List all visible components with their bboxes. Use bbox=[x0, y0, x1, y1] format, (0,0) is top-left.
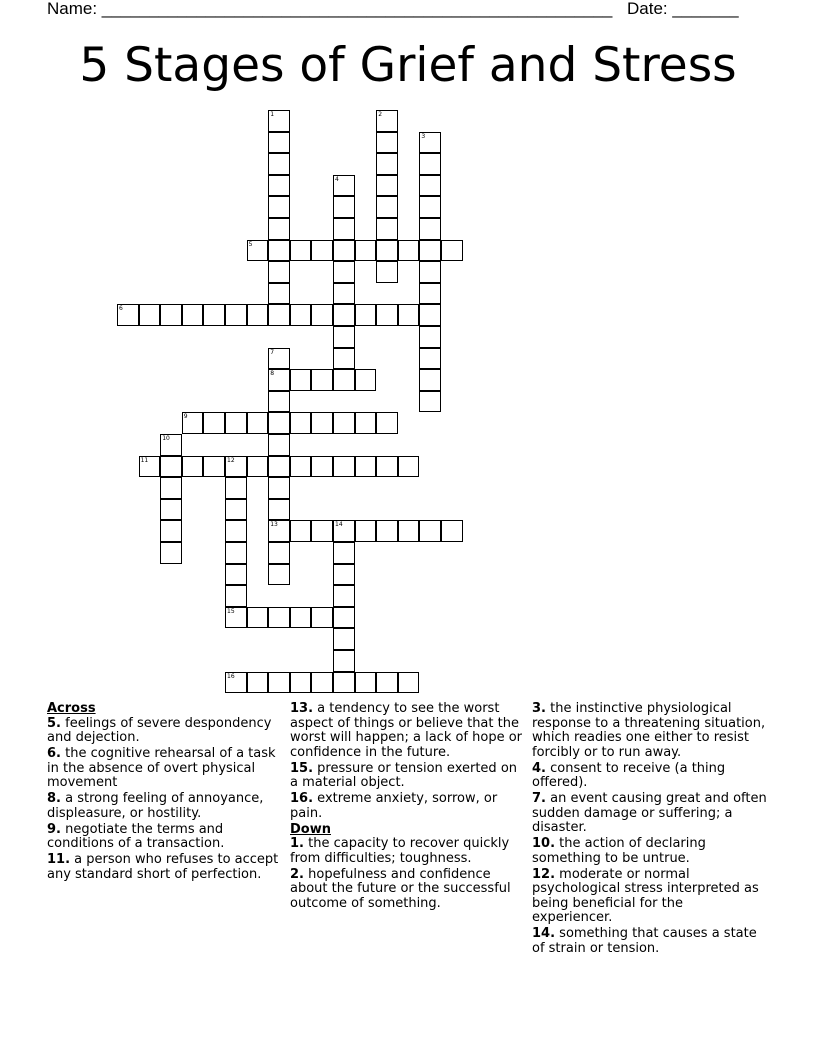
grid-cell[interactable] bbox=[333, 650, 355, 672]
page-title: 5 Stages of Grief and Stress bbox=[79, 38, 737, 93]
grid-cell[interactable] bbox=[268, 542, 290, 564]
clue-number: 6 bbox=[119, 305, 123, 313]
grid-cell[interactable] bbox=[333, 412, 355, 434]
clue-across-9: 9. negotiate the terms and conditions of a transaction. bbox=[47, 821, 225, 851]
grid-cell[interactable] bbox=[333, 175, 355, 197]
grid-cell[interactable] bbox=[311, 607, 333, 629]
grid-cell[interactable] bbox=[203, 412, 225, 434]
clue-number: 13 bbox=[270, 521, 278, 529]
grid-cell[interactable] bbox=[225, 499, 247, 521]
grid-cell[interactable] bbox=[225, 672, 247, 694]
grid-cell[interactable] bbox=[290, 672, 312, 694]
grid-cell[interactable] bbox=[225, 542, 247, 564]
grid-cell[interactable] bbox=[398, 456, 420, 478]
clue-across-6: 6. the cognitive rehearsal of a task in the absence of overt physical movement bbox=[47, 746, 276, 790]
grid-cell[interactable] bbox=[333, 520, 355, 542]
grid-cell[interactable] bbox=[311, 369, 333, 391]
grid-cell[interactable] bbox=[333, 326, 355, 348]
grid-cell[interactable] bbox=[203, 304, 225, 326]
grid-cell[interactable] bbox=[355, 456, 377, 478]
grid-cell[interactable] bbox=[225, 585, 247, 607]
grid-cell[interactable] bbox=[355, 412, 377, 434]
grid-cell[interactable] bbox=[398, 672, 420, 694]
clue-number: 11 bbox=[140, 456, 149, 464]
grid-cell[interactable] bbox=[290, 240, 312, 262]
grid-cell[interactable] bbox=[398, 240, 420, 262]
grid-cell[interactable] bbox=[182, 412, 204, 434]
grid-cell[interactable] bbox=[268, 240, 290, 262]
clue-number: 14 bbox=[335, 521, 343, 529]
grid-cell[interactable] bbox=[333, 564, 355, 586]
grid-cell[interactable] bbox=[290, 369, 312, 391]
clue-number: 9 bbox=[183, 413, 188, 421]
grid-cell[interactable] bbox=[441, 240, 463, 262]
clue-number: 15 bbox=[227, 607, 235, 615]
grid-cell[interactable] bbox=[182, 456, 204, 478]
grid-cell[interactable] bbox=[268, 196, 290, 218]
grid-cell[interactable] bbox=[333, 218, 355, 240]
grid-cell[interactable] bbox=[290, 607, 312, 629]
grid-cell[interactable] bbox=[247, 672, 269, 694]
grid-cell[interactable] bbox=[160, 456, 182, 478]
clue-number: 7 bbox=[270, 348, 275, 356]
grid-cell[interactable] bbox=[376, 261, 398, 283]
grid-cell[interactable] bbox=[419, 520, 441, 542]
grid-cell[interactable] bbox=[268, 283, 290, 305]
grid-cell[interactable] bbox=[419, 348, 441, 370]
grid-cell[interactable] bbox=[268, 348, 290, 370]
grid-cell[interactable] bbox=[376, 304, 398, 326]
grid-cell[interactable] bbox=[333, 672, 355, 694]
grid-cell[interactable] bbox=[419, 304, 441, 326]
grid-cell[interactable] bbox=[311, 304, 333, 326]
grid-cell[interactable] bbox=[333, 607, 355, 629]
clue-down-4: 4. consent to receive (a thing offered). bbox=[532, 760, 726, 790]
grid-cell[interactable] bbox=[419, 153, 441, 175]
grid-cell[interactable] bbox=[268, 564, 290, 586]
grid-cell[interactable] bbox=[419, 240, 441, 262]
grid-cell[interactable] bbox=[182, 304, 204, 326]
grid-cell[interactable] bbox=[117, 304, 139, 326]
grid-cell[interactable] bbox=[160, 499, 182, 521]
grid-cell[interactable] bbox=[333, 261, 355, 283]
grid-cell[interactable] bbox=[203, 456, 225, 478]
grid-cell[interactable] bbox=[268, 607, 290, 629]
clue-across-16: 16. extreme anxiety, sorrow, or pain. bbox=[290, 791, 498, 821]
grid-cell[interactable] bbox=[225, 456, 247, 478]
grid-cell[interactable] bbox=[160, 542, 182, 564]
grid-cell[interactable] bbox=[333, 283, 355, 305]
grid-cell[interactable] bbox=[419, 283, 441, 305]
grid-cell[interactable] bbox=[419, 369, 441, 391]
clue-down-10: 10. the action of declaring something to be untrue. bbox=[532, 836, 706, 866]
clue-number: 1 bbox=[270, 111, 275, 118]
grid-cell[interactable] bbox=[268, 477, 290, 499]
grid-cell[interactable] bbox=[376, 196, 398, 218]
grid-cell[interactable] bbox=[376, 240, 398, 262]
grid-cell[interactable] bbox=[333, 369, 355, 391]
grid-cell[interactable] bbox=[268, 391, 290, 413]
clue-down-1: 1. the capacity to recover quickly from difficulties; toughness. bbox=[290, 836, 510, 866]
grid-cell[interactable] bbox=[160, 477, 182, 499]
clue-number: 5 bbox=[248, 240, 253, 248]
across-heading: Across bbox=[47, 701, 96, 716]
grid-cell[interactable] bbox=[268, 369, 290, 391]
grid-cell[interactable] bbox=[333, 542, 355, 564]
grid-cell[interactable] bbox=[247, 412, 269, 434]
clues-column-2 bbox=[290, 702, 525, 913]
clue-across-13: 13. a tendency to see the worst aspect of things or believe that the worst will happen; a lack of hope or confidence in the future. bbox=[290, 701, 523, 760]
grid-cell[interactable] bbox=[333, 585, 355, 607]
grid-cell[interactable] bbox=[419, 326, 441, 348]
clue-across-8: 8. a strong feeling of annoyance, displeasure, or hostility. bbox=[47, 791, 264, 821]
grid-cell[interactable] bbox=[311, 520, 333, 542]
grid-cell[interactable] bbox=[139, 456, 161, 478]
clues-column-3 bbox=[532, 702, 767, 958]
date-field[interactable]: Date: _______ bbox=[627, 0, 739, 18]
clue-down-7: 7. an event causing great and often sudden damage or suffering; a disaster. bbox=[532, 791, 767, 835]
grid-cell[interactable] bbox=[268, 110, 290, 132]
grid-cell[interactable] bbox=[355, 369, 377, 391]
clue-number: 2 bbox=[378, 111, 383, 118]
grid-cell[interactable] bbox=[225, 520, 247, 542]
name-field[interactable]: Name: ______________________________________________________ bbox=[47, 0, 613, 18]
grid-cell[interactable] bbox=[311, 412, 333, 434]
clue-across-5: 5. feelings of severe despondency and dejection. bbox=[47, 715, 272, 745]
grid-cell[interactable] bbox=[268, 412, 290, 434]
clue-number: 3 bbox=[421, 132, 426, 140]
grid-cell[interactable] bbox=[268, 499, 290, 521]
grid-cell[interactable] bbox=[225, 477, 247, 499]
grid-cell[interactable] bbox=[290, 456, 312, 478]
grid-cell[interactable] bbox=[311, 240, 333, 262]
grid-cell[interactable] bbox=[419, 196, 441, 218]
clue-number: 8 bbox=[270, 370, 275, 378]
grid-cell[interactable] bbox=[419, 391, 441, 413]
grid-cell[interactable] bbox=[376, 110, 398, 132]
grid-cell[interactable] bbox=[398, 304, 420, 326]
grid-cell[interactable] bbox=[419, 175, 441, 197]
grid-cell[interactable] bbox=[160, 304, 182, 326]
grid-cell[interactable] bbox=[333, 348, 355, 370]
grid-cell[interactable] bbox=[160, 434, 182, 456]
clue-down-2: 2. hopefulness and confidence about the future or the successful outcome of something. bbox=[290, 866, 511, 911]
grid-cell[interactable] bbox=[419, 132, 441, 154]
grid-cell[interactable] bbox=[268, 132, 290, 154]
grid-cell[interactable] bbox=[268, 153, 290, 175]
grid-cell[interactable] bbox=[268, 261, 290, 283]
grid-cell[interactable] bbox=[139, 304, 161, 326]
grid-cell[interactable] bbox=[268, 456, 290, 478]
clue-across-15: 15. pressure or tension exerted on a material object. bbox=[290, 760, 518, 790]
grid-cell[interactable] bbox=[225, 412, 247, 434]
grid-cell[interactable] bbox=[333, 196, 355, 218]
grid-cell[interactable] bbox=[419, 261, 441, 283]
down-heading: Down bbox=[290, 821, 331, 837]
grid-cell[interactable] bbox=[376, 456, 398, 478]
grid-cell[interactable] bbox=[376, 672, 398, 694]
grid-cell[interactable] bbox=[268, 175, 290, 197]
grid-cell[interactable] bbox=[311, 672, 333, 694]
clue-down-3: 3. the instinctive physiological response to a threatening situation, which readies one either to resist forcibly or to run away. bbox=[532, 701, 766, 760]
grid-cell[interactable] bbox=[268, 218, 290, 240]
grid-cell[interactable] bbox=[355, 240, 377, 262]
clue-down-12: 12. moderate or normal psychological stress interpreted as being beneficial for the experiencer. bbox=[532, 866, 759, 925]
clue-number: 12 bbox=[227, 456, 235, 464]
grid-cell[interactable] bbox=[333, 304, 355, 326]
across-clue-list bbox=[47, 717, 282, 883]
grid-cell[interactable] bbox=[333, 456, 355, 478]
grid-cell[interactable] bbox=[290, 412, 312, 434]
grid-cell[interactable] bbox=[355, 304, 377, 326]
clue-across-11: 11. a person who refuses to accept any standard short of perfection. bbox=[47, 852, 279, 882]
grid-cell[interactable] bbox=[268, 520, 290, 542]
clue-down-14: 14. something that causes a state of strain or tension. bbox=[532, 926, 757, 956]
clue-number: 10 bbox=[162, 435, 170, 442]
grid-cell[interactable] bbox=[419, 218, 441, 240]
grid-cell[interactable] bbox=[225, 607, 247, 629]
grid-cell[interactable] bbox=[247, 607, 269, 629]
grid-cell[interactable] bbox=[290, 520, 312, 542]
grid-cell[interactable] bbox=[290, 304, 312, 326]
clue-number: 4 bbox=[335, 175, 339, 183]
grid-cell[interactable] bbox=[160, 520, 182, 542]
grid-cell[interactable] bbox=[268, 304, 290, 326]
grid-cell[interactable] bbox=[247, 304, 269, 326]
clues-column-1 bbox=[47, 702, 282, 884]
grid-cell[interactable] bbox=[376, 520, 398, 542]
grid-cell[interactable] bbox=[441, 520, 463, 542]
grid-cell[interactable] bbox=[247, 240, 269, 262]
grid-cell[interactable] bbox=[225, 304, 247, 326]
grid-cell[interactable] bbox=[398, 520, 420, 542]
grid-cell[interactable] bbox=[268, 672, 290, 694]
grid-cell[interactable] bbox=[333, 240, 355, 262]
grid-cell[interactable] bbox=[311, 456, 333, 478]
grid-cell[interactable] bbox=[268, 434, 290, 456]
grid-cell[interactable] bbox=[247, 456, 269, 478]
grid-cell[interactable] bbox=[376, 218, 398, 240]
grid-cell[interactable] bbox=[376, 132, 398, 154]
grid-cell[interactable] bbox=[355, 672, 377, 694]
grid-cell[interactable] bbox=[376, 412, 398, 434]
grid-cell[interactable] bbox=[376, 153, 398, 175]
grid-cell[interactable] bbox=[355, 520, 377, 542]
grid-cell[interactable] bbox=[225, 564, 247, 586]
grid-cell[interactable] bbox=[333, 628, 355, 650]
clue-number: 16 bbox=[227, 672, 235, 680]
grid-cell[interactable] bbox=[376, 175, 398, 197]
